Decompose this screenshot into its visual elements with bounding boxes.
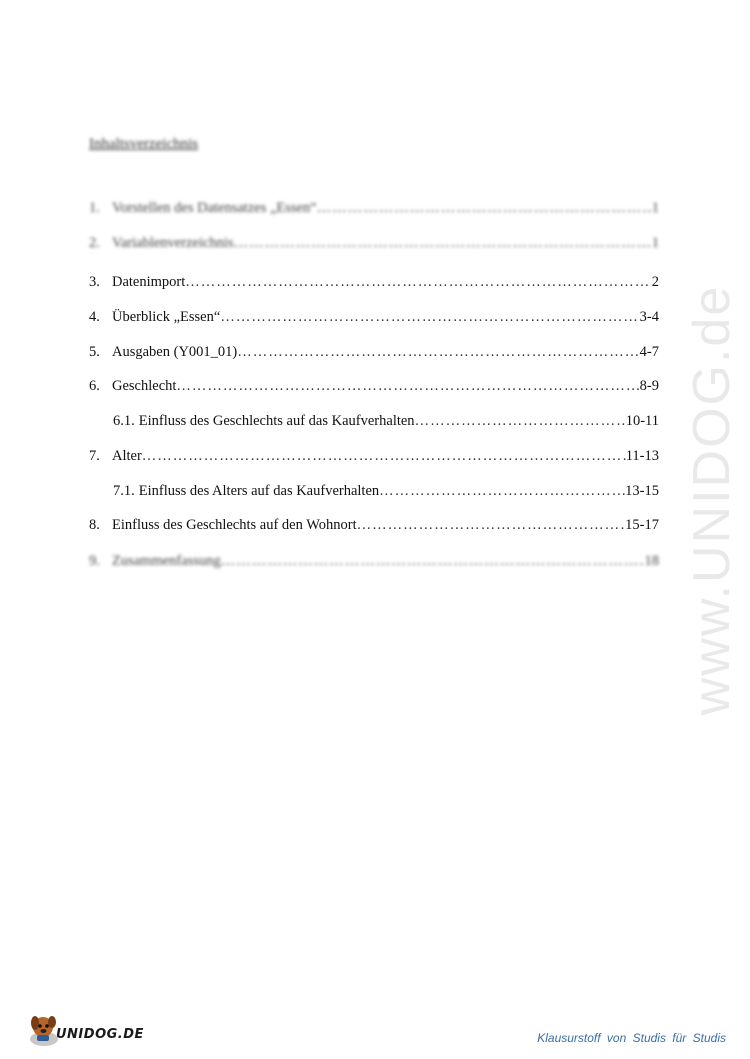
toc-entry-page: 8-9 (639, 378, 659, 394)
toc-entry-title: Zusammenfassung (112, 553, 221, 569)
toc-entry-9 (89, 552, 659, 570)
toc-entry-page: 1 (651, 235, 659, 251)
toc-leader-dots (357, 516, 626, 534)
toc-leader-dots (176, 377, 639, 395)
unidog-logo[interactable] (24, 1010, 154, 1052)
toc-entry-page: 3-4 (639, 309, 659, 325)
toc-entry-title: Ausgaben (Y001_01) (112, 344, 238, 360)
toc-entry-title: Geschlecht (112, 378, 177, 394)
toc-entry-page: 13-15 (625, 483, 659, 499)
toc-entry-number: 9. (89, 553, 100, 569)
toc-entry-title: Datenimport (112, 274, 186, 290)
toc-leader-dots (415, 412, 626, 430)
toc-entry-title: Einfluss des Geschlechts auf den Wohnort (112, 517, 357, 533)
watermark-text: www.UNIDOG.de (683, 284, 741, 716)
toc-leader-dots (317, 199, 652, 217)
toc-entry-number: 1. (89, 200, 100, 216)
logo-text: UNIDOG.DE (56, 1027, 144, 1042)
toc-entry-page: 4-7 (639, 344, 659, 360)
toc-entry-page: 10-11 (625, 413, 659, 429)
toc-entry-2 (89, 234, 659, 252)
toc-entry-number: 7.1. (113, 483, 135, 499)
toc-leader-dots (185, 273, 651, 291)
toc-entry-number: 6. (89, 378, 100, 394)
toc-entry-number: 8. (89, 517, 100, 533)
page-heading: Inhaltsverzeichnis (89, 136, 199, 152)
toc-entry-number: 6.1. (113, 413, 135, 429)
toc-leader-dots (379, 482, 625, 500)
toc-entry-page: 1 (651, 200, 659, 216)
toc-entry-1 (89, 199, 659, 217)
footer-tagline: Klausurstoff von Studis für Studis (537, 1031, 726, 1045)
toc-entry-6 (89, 377, 659, 395)
toc-entry-title: Variablenverzeichnis (112, 235, 234, 251)
toc-entry-number: 5. (89, 344, 100, 360)
toc-entry-7 (89, 447, 659, 465)
toc-entry-6-1 (113, 412, 659, 430)
toc-leader-dots (221, 552, 645, 570)
toc-leader-dots (220, 308, 639, 326)
toc-entry-number: 4. (89, 309, 100, 325)
toc-entry-number: 2. (89, 235, 100, 251)
toc-entry-page: 18 (644, 553, 659, 569)
toc-entry-3 (89, 273, 659, 291)
toc-entry-page: 11-13 (625, 448, 659, 464)
toc-entry-4 (89, 308, 659, 326)
toc-entry-title: Vorstellen des Datensatzes „Essen“ (112, 200, 317, 216)
toc-leader-dots (234, 234, 652, 252)
toc-entry-title: Einfluss des Geschlechts auf das Kaufverhalten (138, 413, 415, 429)
toc-entry-number: 7. (89, 448, 100, 464)
toc-entry-8 (89, 516, 659, 534)
toc-entry-title: Alter (112, 448, 142, 464)
toc-leader-dots (142, 447, 626, 465)
toc-entry-5 (89, 343, 659, 361)
toc-entry-title: Überblick „Essen“ (112, 309, 221, 325)
toc-leader-dots (237, 343, 639, 361)
toc-entry-title: Einfluss des Alters auf das Kaufverhalten (138, 483, 380, 499)
toc-entry-number: 3. (89, 274, 100, 290)
toc-entry-7-1 (113, 482, 659, 500)
toc-entry-page: 2 (651, 274, 659, 290)
toc-entry-page: 15-17 (625, 517, 659, 533)
